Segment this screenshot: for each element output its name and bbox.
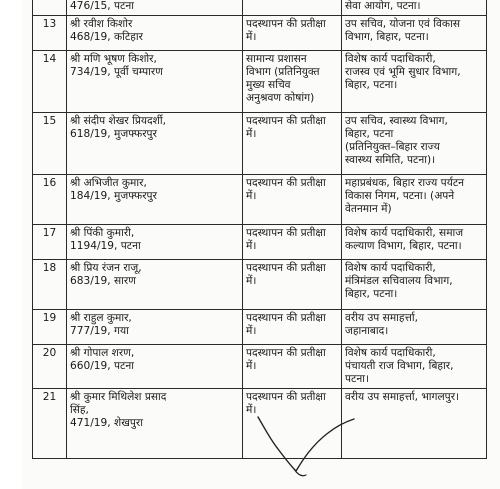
- table-row: [33, 0, 487, 16]
- text-line: मुख्य सचिव: [246, 79, 291, 91]
- text-line: विभाग (प्रतिनियुक्त: [246, 66, 320, 78]
- text-line: 734/19, पूर्वी चम्पारण: [70, 66, 163, 78]
- text-line: श्री राहुल कुमार,: [70, 312, 132, 324]
- text-line: 468/19, कटिहार: [70, 31, 143, 43]
- text-line: 618/19, मुजफ्फरपुर: [70, 128, 157, 140]
- text-line: वेतनमान में): [345, 203, 392, 215]
- officer-name-cell: [67, 175, 243, 225]
- text-line: में।: [246, 275, 257, 287]
- text-line: में।: [246, 128, 257, 140]
- current-status-cell: [243, 16, 342, 51]
- officer-name-cell: [67, 310, 243, 345]
- text-line: 683/19, सारण: [70, 275, 136, 287]
- serial-number-cell: 19: [33, 310, 67, 345]
- serial-number-cell: 21: [33, 389, 67, 459]
- text-line: कल्याण विभाग, बिहार, पटना।: [345, 240, 462, 252]
- new-posting-cell: [342, 310, 487, 345]
- text-line: उप सचिव, स्वास्थ्य विभाग,: [345, 115, 448, 127]
- text-line: 1194/19, पटना: [70, 240, 141, 252]
- text-line: उप सचिव, योजना एवं विकास: [345, 18, 460, 30]
- text-line: श्री मणि भूषण किशोर,: [70, 53, 157, 65]
- serial-number-cell: 15: [33, 113, 67, 175]
- text-line: पटना।: [345, 373, 369, 385]
- table-row: [33, 225, 487, 260]
- text-line: स्वास्थ्य समिति, पटना)।: [345, 154, 436, 166]
- text-line: (प्रतिनियुक्त–बिहार राज्य: [345, 141, 440, 153]
- text-line: विशेष कार्य पदाधिकारी,: [345, 53, 436, 65]
- current-status-cell: [243, 0, 342, 16]
- new-posting-cell: [342, 225, 487, 260]
- current-status-cell: [243, 310, 342, 345]
- text-line: बिहार, पटना।: [345, 288, 398, 300]
- current-status-cell: [243, 260, 342, 310]
- text-line: श्री पिंकी कुमारी,: [70, 227, 135, 239]
- text-line: वरीय उप समाहर्त्ता, भागलपुर।: [345, 391, 460, 403]
- text-line: 184/19, मुजफ्फरपुर: [70, 190, 157, 202]
- new-posting-cell: [342, 389, 487, 459]
- officer-name-cell: [67, 260, 243, 310]
- serial-number-cell: 17: [33, 225, 67, 260]
- table-row: [33, 310, 487, 345]
- text-line: में।: [246, 404, 257, 416]
- table-row: [33, 345, 487, 389]
- text-line: 476/15, पटना: [70, 0, 134, 12]
- new-posting-cell: [342, 16, 487, 51]
- current-status-cell: [243, 51, 342, 113]
- text-line: सिंह,: [70, 404, 89, 416]
- text-line: बिहार, पटना: [345, 128, 394, 140]
- table-row: [33, 260, 487, 310]
- serial-number-cell: 20: [33, 345, 67, 389]
- current-status-cell: [243, 175, 342, 225]
- serial-number-cell: 18: [33, 260, 67, 310]
- text-line: सेवा आयोग, पटना।: [345, 0, 421, 12]
- text-line: श्री अभिजीत कुमार,: [70, 177, 147, 189]
- text-line: विशेष कार्य पदाधिकारी, समाज: [345, 227, 464, 239]
- table-row: [33, 16, 487, 51]
- current-status-cell: [243, 113, 342, 175]
- text-line: पदस्थापन की प्रतीक्षा: [246, 18, 326, 30]
- table-row: [33, 175, 487, 225]
- text-line: वरीय उप समाहर्त्ता,: [345, 312, 418, 324]
- text-line: विभाग, बिहार, पटना।: [345, 31, 429, 43]
- text-line: अनुश्रवण कोषांग): [246, 92, 315, 104]
- new-posting-cell: [342, 260, 487, 310]
- text-line: 660/19, पटना: [70, 360, 134, 372]
- handwritten-signature: [250, 405, 360, 485]
- officer-name-cell: [67, 0, 243, 16]
- serial-number-cell: 13: [33, 16, 67, 51]
- new-posting-cell: [342, 345, 487, 389]
- text-line: श्री कुमार मिथिलेश प्रसाद: [70, 391, 167, 403]
- text-line: श्री गोपाल शरण,: [70, 347, 135, 359]
- table-row: [33, 51, 487, 113]
- text-line: बिहार, पटना।: [345, 79, 398, 91]
- text-line: श्री रवीश किशोर: [70, 18, 133, 30]
- text-line: श्री प्रिय रंजन राजू,: [70, 262, 142, 274]
- officer-name-cell: [67, 51, 243, 113]
- text-line: पदस्थापन की प्रतीक्षा: [246, 115, 326, 127]
- new-posting-cell: [342, 51, 487, 113]
- officer-name-cell: [67, 389, 243, 459]
- text-line: सामान्य प्रशासन: [246, 53, 307, 65]
- text-line: विशेष कार्य पदाधिकारी,: [345, 347, 436, 359]
- text-line: में।: [246, 360, 257, 372]
- current-status-cell: [243, 225, 342, 260]
- officer-name-cell: [67, 113, 243, 175]
- text-line: जहानाबाद।: [345, 325, 389, 337]
- text-line: श्री संदीप शेखर प्रियदर्शी,: [70, 115, 166, 127]
- current-status-cell: [243, 345, 342, 389]
- text-line: 777/19, गया: [70, 325, 129, 337]
- serial-number-cell: [33, 0, 67, 16]
- text-line: मंत्रिमंडल सचिवालय विभाग,: [345, 275, 453, 287]
- new-posting-cell: [342, 0, 487, 16]
- new-posting-cell: [342, 113, 487, 175]
- serial-number-cell: 14: [33, 51, 67, 113]
- text-line: पदस्थापन की प्रतीक्षा: [246, 262, 326, 274]
- text-line: विशेष कार्य पदाधिकारी,: [345, 262, 436, 274]
- text-line: पदस्थापन की प्रतीक्षा: [246, 177, 326, 189]
- text-line: पदस्थापन की प्रतीक्षा: [246, 312, 326, 324]
- officer-name-cell: [67, 225, 243, 260]
- text-line: में।: [246, 240, 257, 252]
- new-posting-cell: [342, 175, 487, 225]
- text-line: पंचायती राज विभाग, बिहार,: [345, 360, 454, 372]
- text-line: पदस्थापन की प्रतीक्षा: [246, 227, 326, 239]
- page-margin: [0, 0, 22, 489]
- officer-name-cell: [67, 16, 243, 51]
- text-line: विकास निगम, पटना। (अपने: [345, 190, 455, 202]
- text-line: पदस्थापन की प्रतीक्षा: [246, 347, 326, 359]
- text-line: महाप्रबंधक, बिहार राज्य पर्यटन: [345, 177, 465, 189]
- officer-name-cell: [67, 345, 243, 389]
- text-line: में।: [246, 325, 257, 337]
- serial-number-cell: 16: [33, 175, 67, 225]
- text-line: 471/19, शेखपुरा: [70, 417, 143, 429]
- text-line: राजस्व एवं भूमि सुधार विभाग,: [345, 66, 461, 78]
- text-line: में।: [246, 190, 257, 202]
- table-row: [33, 113, 487, 175]
- posting-order-table: [32, 0, 487, 459]
- text-line: में।: [246, 31, 257, 43]
- text-line: पदस्थापन की प्रतीक्षा: [246, 391, 326, 403]
